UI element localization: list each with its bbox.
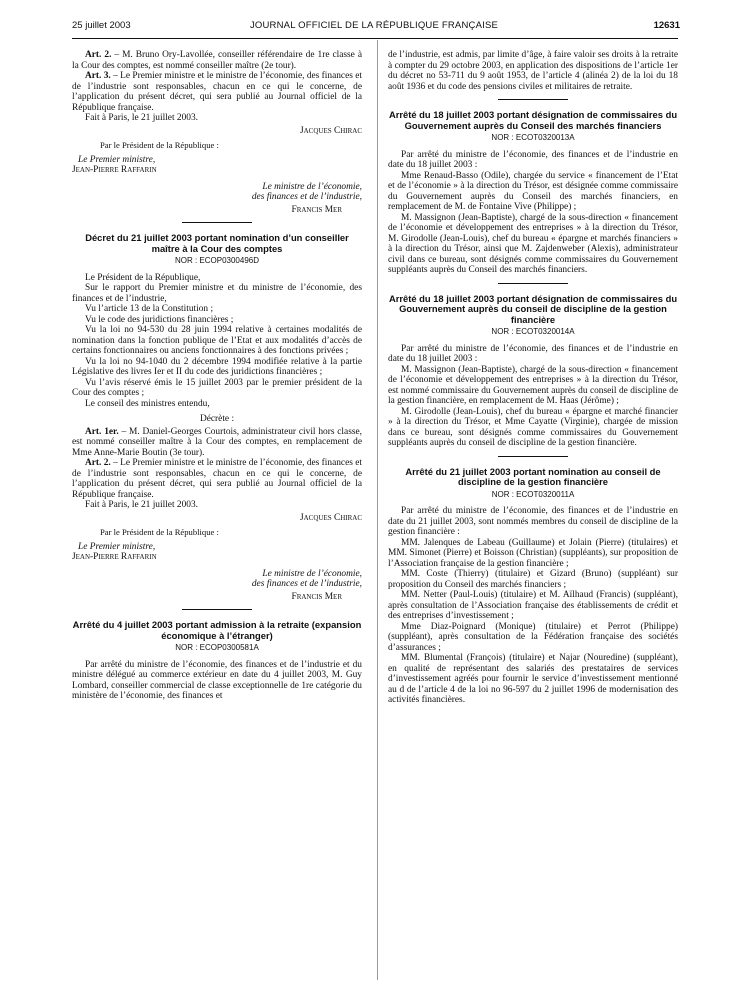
arrete-nomination-nor: NOR : ECOT0320011A — [491, 489, 575, 499]
ministre-title-line1: Le ministre de l’économie, — [262, 181, 362, 192]
arrete-discipline-nor: NOR : ECOT0320014A — [491, 327, 575, 336]
par-le-president: Par le Président de la République : — [100, 140, 219, 150]
article-label: Art. 3. — [85, 71, 111, 81]
arrete-paragraph: MM. Blumental (François) (titulaire) et Najar (Nouredine) (suppléant), en qualité de représentant des salariés des prestataires de services d’investissement agréés pour fournir le service d’investissement mentionné au d de l’article 4 de la loi no 96-597 du 2 juillet 1996 de modernisation des activités financières. — [388, 653, 678, 705]
arrete-discipline-title: Arrêté du 18 juillet 2003 portant désignation de commissaires du Gouvernement auprès du conseil de discipline de la gestion financière — [388, 292, 678, 325]
ministre-title-line1: Le ministre de l’économie, — [262, 568, 362, 579]
arrete-nomination-title: Arrêté du 21 juillet 2003 portant nomination au conseil de discipline de la gestion financière — [405, 465, 661, 487]
arrete-paragraph: M. Massignon (Jean-Baptiste), chargé de la sous-direction « financement de l’économie et développement des entreprises » à la direction du Trésor, est nommé commissaire du Gouvernement auprès du conseil de discipline de la gestion financière, en remplacement de M. Haas (Jérôme) ; — [388, 364, 678, 406]
article-1 — [72, 427, 362, 459]
arrete-cmf-title: Arrêté du 18 juillet 2003 portant désignation de commissaires du Gouvernement auprès du Conseil des marchés financiers — [388, 109, 678, 131]
section-separator — [498, 283, 568, 284]
section-separator — [498, 99, 568, 100]
header-rule — [72, 38, 678, 39]
ministre-title-line2: des finances et de l’industrie, — [251, 579, 362, 589]
decret-nor: NOR : ECOP0300496D — [174, 256, 260, 265]
arrete-paragraph: Mme Renaud-Basso (Odile), chargée du service « financement de l’Etat et de l’économie » à la direction du Trésor, est désignée comme commissaire du Gouvernement auprès du Conseil des marchés financiers, en remplacement de M. de Fontaine Vive (Philippe) ; — [388, 170, 678, 212]
arrete-cmf-nor: NOR : ECOT0320013A — [491, 133, 575, 142]
premier-ministre-name: Jean-Pierre Raffarin — [72, 165, 157, 175]
section-separator — [182, 609, 252, 610]
article-label: Art. 2. — [85, 50, 112, 60]
premier-ministre-title: Le Premier ministre, — [78, 541, 156, 552]
decrete-heading: Décrète : — [199, 414, 235, 424]
article-text: – Le Premier ministre et le ministre de l’économie, des finances et de l’industrie sont responsables, chacun en ce qui le concerne, de l’application du présent décret, qui sera publié au Journal officiel de la République française. — [72, 71, 362, 113]
decret-title: Décret du 21 juillet 2003 portant nomination d’un conseiller maître à la Cour des comptes — [85, 232, 349, 254]
arrete-paragraph: MM. Jalenques de Labeau (Guillaume) et Jolain (Pierre) (titulaires) et MM. Simonet (Pierre) et Boisson (Christian) (suppléants), sur proposition de l’Association française de la gestion financière ; — [388, 537, 678, 569]
page-header — [0, 10, 748, 31]
decret-paragraph: Le conseil des ministres entendu, — [85, 398, 210, 409]
arrete-paragraph: Par arrêté du ministre de l’économie, des finances et de l’industrie en date du 18 juillet 2003 : — [388, 149, 678, 170]
column-divider — [377, 40, 378, 980]
signature-president: Jacques Chirac — [299, 125, 362, 136]
header-title: JOURNAL OFFICIEL DE LA RÉPUBLIQUE FRANÇAISE — [249, 20, 499, 31]
decret-paragraph: Vu l’article 13 de la Constitution ; — [85, 304, 214, 314]
decret-paragraph: Sur le rapport du Premier ministre et du ministre de l’économie, des finances et de l’industrie, — [72, 283, 362, 304]
decret-paragraph: Le Président de la République, — [85, 272, 201, 283]
arrete-paragraph: Par arrêté du ministre de l’économie, des finances et de l’industrie en date du 21 juillet 2003, sont nommés membres du conseil de discipline de la gestion financière : — [388, 506, 678, 537]
left-column — [72, 50, 362, 702]
arrete-paragraph: M. Girodolle (Jean-Louis), chef du bureau « épargne et marché financier » à la direction du Trésor, et Mme Cayatte (Virginie), chargée de mission dans ce bureau, sont désignés comme commissaires du Gouvernement suppléants auprès du conseil de discipline de la gestion financière. — [388, 406, 678, 448]
arrete-retraite-nor: NOR : ECOP0300581A — [175, 643, 259, 652]
article-3 — [72, 71, 362, 113]
section-separator — [182, 222, 252, 223]
article-text: – Le Premier ministre et le ministre de l’économie, des finances et de l’industrie sont responsables, chacun en ce qui le concerne, de l’application du présent décret, qui sera publié au Journal officiel de la République française. — [72, 458, 362, 500]
signature-president: Jacques Chirac — [299, 512, 362, 523]
section-separator — [498, 456, 568, 457]
arrete-retraite-paragraph: Par arrêté du ministre de l’économie, des finances et de l’industrie et du ministre délégué au commerce extérieur en date du 4 juillet 2003, M. Guy Lombard, conseiller commercial de classe exceptionnelle de 1re catégorie du ministère de l’économie, des finances et — [72, 659, 362, 701]
decret-paragraph: Vu la loi no 94-1040 du 2 décembre 1994 modifiée relative à la partie Législative des livres Ier et II du code des juridictions financières ; — [72, 356, 362, 377]
ministre-name: Francis Mer — [291, 204, 342, 215]
ministre-title-line2: des finances et de l’industrie, — [251, 192, 362, 202]
article-text: – M. Daniel-Georges Courtois, administrateur civil hors classe, est nommé conseiller maître à la Cour des comptes, en remplacement de Mme Anne-Marie Boutin (3e tour). — [72, 426, 363, 458]
continuation-paragraph: de l’industrie, est admis, par limite d’âge, à faire valoir ses droits à la retraite à compter du 29 octobre 2003, en application des dispositions de l’article 1er du décret no 53-711 du 9 août 1953, de l’article 4 (alinéa 2) de la loi du 18 août 1936 et du code des pensions civiles et militaires de retraite. — [388, 50, 678, 92]
par-le-president: Par le Président de la République : — [100, 527, 219, 537]
premier-ministre-name: Jean-Pierre Raffarin — [72, 552, 157, 562]
arrete-paragraph: Mme Diaz-Poignard (Monique) (titulaire) et Perrot (Philippe) (suppléant), après consultation de la Fédération française des sociétés d’assurances ; — [388, 621, 678, 653]
header-page-number: 12631 — [653, 20, 680, 31]
arrete-paragraph: Par arrêté du ministre de l’économie, des finances et de l’industrie en date du 18 juillet 2003 : — [388, 343, 678, 364]
arrete-paragraph: M. Massignon (Jean-Baptiste), chargé de la sous-direction « financement de l’économie et développement des entreprises » à la direction du Trésor, M. Girodolle (Jean-Louis), chef du bureau « épargne et marchés financiers » à la direction du Trésor, ainsi que M. Zajdenweber (Alexis), administrateur civil dans ce bureau, sont désignés comme commissaires du Gouvernement suppléants auprès du Conseil des marchés financiers. — [388, 212, 678, 275]
article-text: – M. Bruno Ory-Lavollée, conseiller référendaire de 1re classe à la Cour des comptes, est nommé conseiller maître (2e tour). — [72, 50, 362, 71]
article-2 — [72, 50, 362, 71]
premier-ministre-title: Le Premier ministre, — [78, 154, 156, 165]
arrete-paragraph: MM. Coste (Thierry) (titulaire) et Gizard (Bruno) (suppléant) sur proposition du Conseil des marchés financiers ; — [388, 569, 678, 590]
article-2b — [72, 458, 362, 500]
fait-a-paris: Fait à Paris, le 21 juillet 2003. — [85, 113, 199, 123]
header-date: 25 juillet 2003 — [72, 20, 131, 31]
decret-paragraph: Vu le code des juridictions financières ; — [85, 314, 234, 325]
article-label: Art. 2. — [85, 458, 111, 468]
article-label: Art. 1er. — [85, 426, 119, 437]
arrete-retraite-title: Arrêté du 4 juillet 2003 portant admission à la retraite (expansion économique à l’étranger) — [72, 619, 362, 641]
fait-a-paris: Fait à Paris, le 21 juillet 2003. — [85, 500, 199, 510]
decret-paragraph: Vu l’avis réservé émis le 15 juillet 2003 par le premier président de la Cour des comptes ; — [72, 377, 362, 398]
decret-paragraph: Vu la loi no 94-530 du 28 juin 1994 relative à certaines modalités de nomination dans la fonction publique de l’Etat et aux modalités d’accès de certains fonctionnaires ou anciens fonctionnaires à des fonctions privées ; — [72, 325, 362, 356]
right-column — [388, 50, 678, 706]
ministre-name: Francis Mer — [291, 591, 342, 602]
arrete-paragraph: MM. Netter (Paul-Louis) (titulaire) et M. Aïlhaud (Francis) (suppléant), après consultation de l’Association française des établissements de crédit et des entreprises d’investissement ; — [388, 590, 678, 621]
